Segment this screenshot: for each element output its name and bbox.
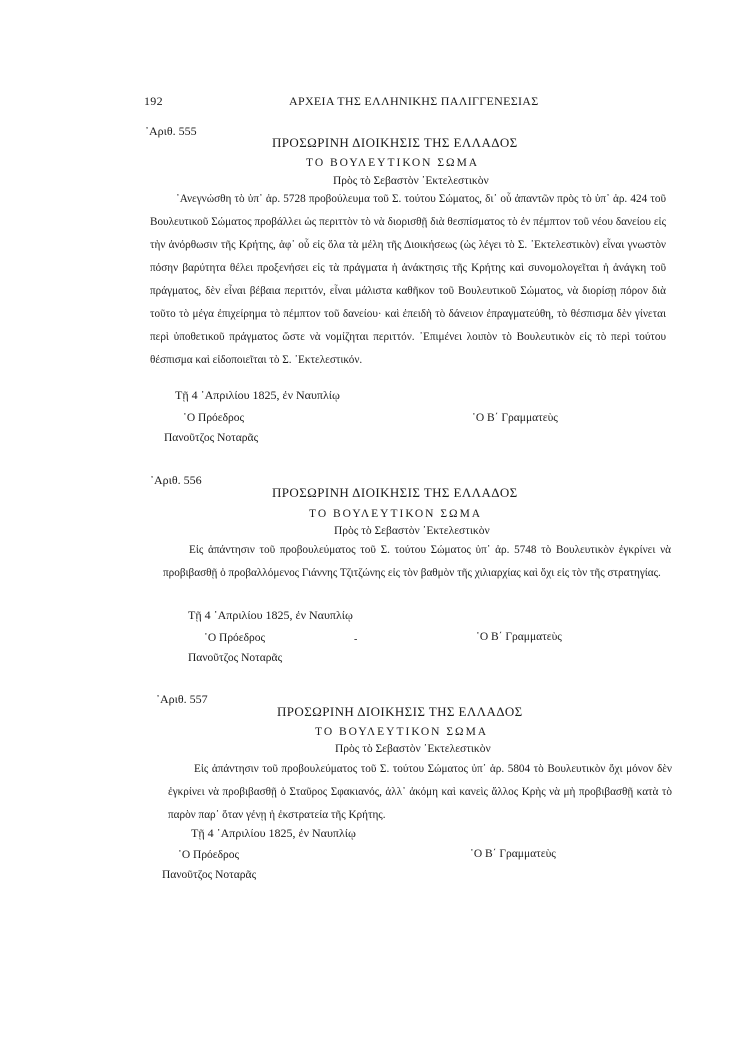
body-paragraph: Εἰς ἀπάντησιν τοῦ προβουλεύματος τοῦ Σ. τούτου Σώματος ὑπ᾿ ἀρ. 5804 τὸ Βουλευτικὸν ὄχι μόνον δὲν ἐγκρίνει νὰ προβιβασθῇ ὁ Σταῦρος Σφακιανός, ἀλλ᾿ ἀκόμη καὶ κανεὶς ἄλλος Κρὴς νὰ μὴ προβιβασθῇ κατὰ τὸ παρὸν παρ᾿ ὅταν γένῃ ἡ ἐκστρατεία τῆς Κρήτης. [168, 763, 672, 821]
running-title: ΑΡΧΕΙΑ ΤΗΣ ΕΛΛΗΝΙΚΗΣ ΠΑΛΙΓΓΕΝΕΣΙΑΣ [289, 94, 539, 108]
document-number: ᾿Αριθ. 556 [150, 473, 202, 487]
document-addressee: Πρὸς τὸ Σεβαστὸν ᾿Εκτελεστικὸν [333, 175, 489, 187]
document-subtitle: ΤΟ ΒΟΥΛΕΥΤΙΚΟΝ ΣΩΜΑ [306, 157, 480, 169]
document-body [168, 758, 672, 827]
document-date: Τῇ 4 ᾿Απριλίου 1825, ἐν Ναυπλίῳ [175, 388, 340, 402]
secretary-title: ῾Ο Β΄ Γραμματεὺς [476, 631, 562, 643]
president-title: ῾Ο Πρόεδρος [204, 632, 266, 644]
document-addressee: Πρὸς τὸ Σεβαστὸν ᾿Εκτελεστικὸν [335, 743, 491, 755]
document-title: ΠΡΟΣΩΡΙΝΗ ΔΙΟΙΚΗΣΙΣ ΤΗΣ ΕΛΛΑΔΟΣ [277, 704, 523, 719]
document-subtitle: ΤΟ ΒΟΥΛΕΥΤΙΚΟΝ ΣΩΜΑ [309, 508, 483, 520]
president-title: ῾Ο Πρόεδρος [183, 412, 245, 424]
document-number: ᾿Αριθ. 557 [156, 692, 208, 706]
document-title: ΠΡΟΣΩΡΙΝΗ ΔΙΟΙΚΗΣΙΣ ΤΗΣ ΕΛΛΑΔΟΣ [272, 485, 518, 500]
president-title: ῾Ο Πρόεδρος [178, 849, 240, 861]
president-name: Πανοῦτζος Νοταρᾶς [188, 652, 283, 664]
document-subtitle: ΤΟ ΒΟΥΛΕΥΤΙΚΟΝ ΣΩΜΑ [315, 726, 489, 738]
secretary-title: ῾Ο Β΄ Γραμματεὺς [472, 412, 558, 424]
document-date: Τῇ 4 ᾿Απριλίου 1825, ἐν Ναυπλίῳ [188, 608, 353, 622]
document-title: ΠΡΟΣΩΡΙΝΗ ΔΙΟΙΚΗΣΙΣ ΤΗΣ ΕΛΛΑΔΟΣ [272, 135, 518, 150]
page-number: 192 [144, 94, 163, 108]
body-paragraph: ᾿Ανεγνώσθη τὸ ὑπ᾿ ἀρ. 5728 προβούλευμα τοῦ Σ. τούτου Σώματος, δι᾿ οὗ ἁπαντῶν πρὸς τὸ ὑπ᾿ ἀρ. 424 τοῦ Βουλευτικοῦ Σώματος προβάλλει ὡς περιττὸν τὸ νὰ διορισθῇ διὰ θεσπίσματος τὸ ἐν πέμπτον τοῦ νέου δανείου εἰς τὴν ἀνόρθωσιν τῆς Κρήτης, ἀφ᾿ οὗ εἰς ὅλα τὰ μέλη τῆς Διοικήσεως (ὡς λέγει τὸ Σ. ᾿Εκτελεστικὸν) εἶναι γνωστὸν πόσην βαρύτητα θέλει προξενήσει εἰς τὰ πράγματα ἡ ἀνάκτησις τῆς Κρήτης καὶ συνομολογεῖται ἡ ἀνάγκη τοῦ πράγματος, δὲν εἶναι βέβαια περιττόν, εἶναι μάλιστα καθῆκον τοῦ Βουλευτικοῦ Σώματος, νὰ διορίσῃ πόρον διὰ τοῦτο τὸ μέγα ἐπιχείρημα τὸ πέμπτον τοῦ δανείου· καὶ ἐπειδὴ τὸ δάνειον ἐπραγματεύθη, τὸ θέσπισμα δὲν γίνεται περὶ ὑποθετικοῦ πράγματος ὥστε νὰ νομίζηται περιττόν. ᾿Επιμένει λοιπὸν τὸ Βουλευτικὸν εἰς τὸ περὶ τούτου θέσπισμα καὶ εἰδοποιεῖται τὸ Σ. ᾿Εκτελεστικόν. [150, 193, 666, 366]
document-addressee: Πρὸς τὸ Σεβαστὸν ᾿Εκτελεστικὸν [334, 525, 490, 537]
document-date: Τῇ 4 ᾿Απριλίου 1825, ἐν Ναυπλίῳ [191, 826, 356, 840]
document-number: ᾿Αριθ. 555 [145, 124, 197, 138]
document-body [163, 539, 671, 585]
secretary-title: ῾Ο Β΄ Γραμματεὺς [470, 848, 556, 860]
president-name: Πανοῦτζος Νοταρᾶς [162, 869, 257, 881]
body-paragraph: Εἰς ἀπάντησιν τοῦ προβουλεύματος τοῦ Σ. τούτου Σώματος ὑπ᾿ ἀρ. 5748 τὸ Βουλευτικὸν ἐγκρίνει νὰ προβιβασθῇ ὁ προβαλλόμενος Γιάννης Τζιτζώνης εἰς τὸν βαθμὸν τῆς χιλιαρχίας καὶ ὄχι εἰς τὸν τῆς στρατηγίας. [163, 544, 671, 579]
stray-mark: - [354, 634, 358, 645]
document-body [150, 188, 666, 372]
president-name: Πανοῦτζος Νοταρᾶς [164, 432, 259, 444]
